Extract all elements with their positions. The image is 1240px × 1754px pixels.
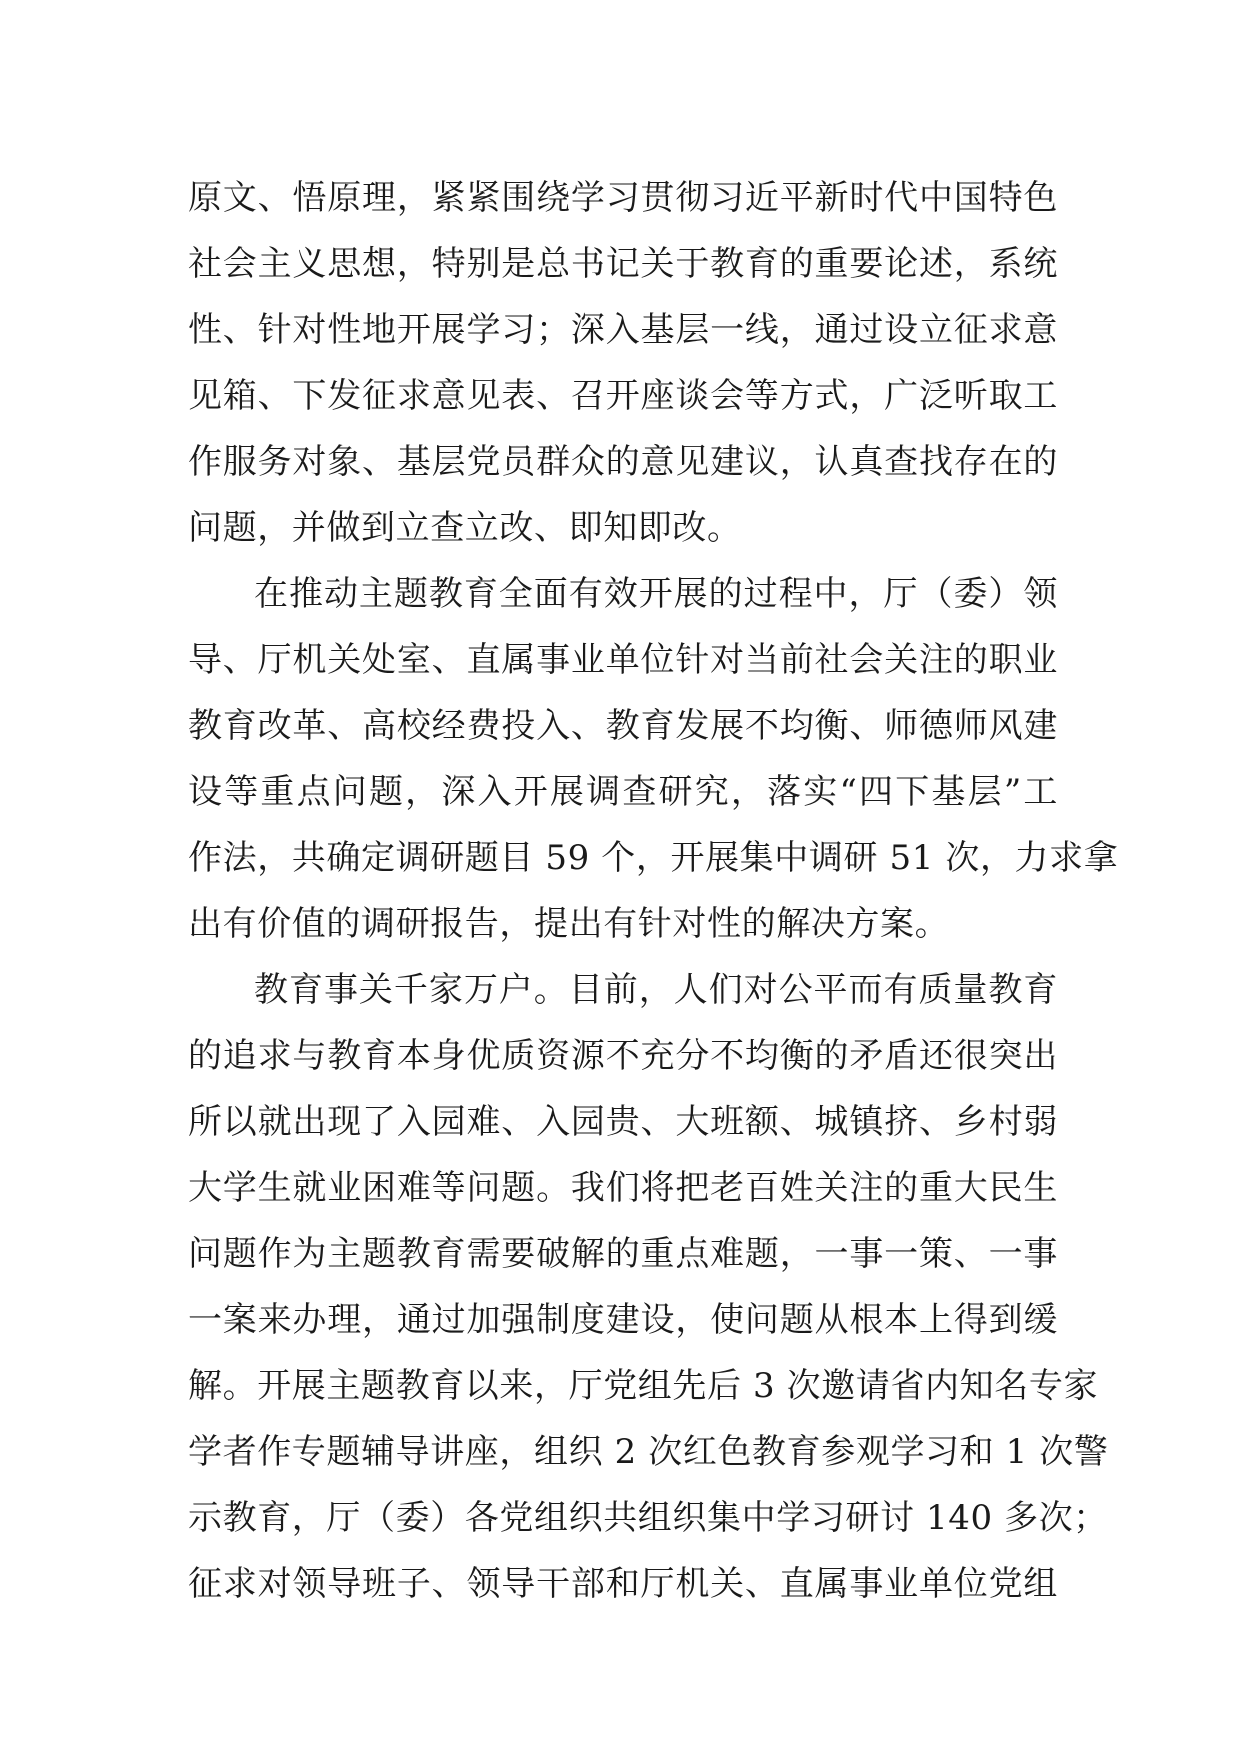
text-line: 作服务对象、基层党员群众的意见建议，认真查找存在的	[188, 442, 1058, 482]
text-line: 导、厅机关处室、直属事业单位针对当前社会关注的职业	[188, 640, 1058, 680]
text-line: 见箱、下发征求意见表、召开座谈会等方式，广泛听取工	[188, 376, 1058, 416]
body-text	[188, 165, 1119, 1617]
text-line: 问题作为主题教育需要破解的重点难题，一事一策、一事	[188, 1234, 1058, 1274]
text-line: 征求对领导班子、领导干部和厅机关、直属事业单位党组	[188, 1564, 1058, 1604]
text-line: 作法，共确定调研题目 59 个，开展集中调研 51 次，力求拿	[188, 838, 1119, 878]
text-line: 解。开展主题教育以来，厅党组先后 3 次邀请省内知名专家	[188, 1366, 1099, 1406]
text-line: 所以就出现了入园难、入园贵、大班额、城镇挤、乡村弱	[188, 1102, 1058, 1142]
text-line: 社会主义思想，特别是总书记关于教育的重要论述，系统	[188, 244, 1058, 284]
text-line: 一案来办理，通过加强制度建设，使问题从根本上得到缓	[188, 1300, 1058, 1340]
text-line: 性、针对性地开展学习；深入基层一线，通过设立征求意	[188, 310, 1058, 350]
text-line: 问题，并做到立查立改、即知即改。	[188, 508, 742, 548]
text-line: 出有价值的调研报告，提出有针对性的解决方案。	[188, 904, 950, 944]
text-line: 学者作专题辅导讲座，组织 2 次红色教育参观学习和 1 次警	[188, 1432, 1109, 1472]
text-line: 教育改革、高校经费投入、教育发展不均衡、师德师风建	[188, 706, 1058, 746]
text-line: 的追求与教育本身优质资源不充分不均衡的矛盾还很突出	[188, 1036, 1058, 1076]
text-line: 原文、悟原理，紧紧围绕学习贯彻习近平新时代中国特色	[188, 178, 1058, 218]
text-line: 示教育，厅（委）各党组织共组织集中学习研讨 140 多次；	[188, 1498, 1108, 1538]
text-line: 设等重点问题，深入开展调查研究，落实“四下基层”工	[188, 772, 1058, 812]
paragraph-start-line: 教育事关千家万户。目前，人们对公平而有质量教育	[254, 970, 1058, 1010]
text-line: 大学生就业困难等问题。我们将把老百姓关注的重大民生	[188, 1168, 1058, 1208]
paragraph-start-line: 在推动主题教育全面有效开展的过程中，厅（委）领	[254, 574, 1058, 614]
